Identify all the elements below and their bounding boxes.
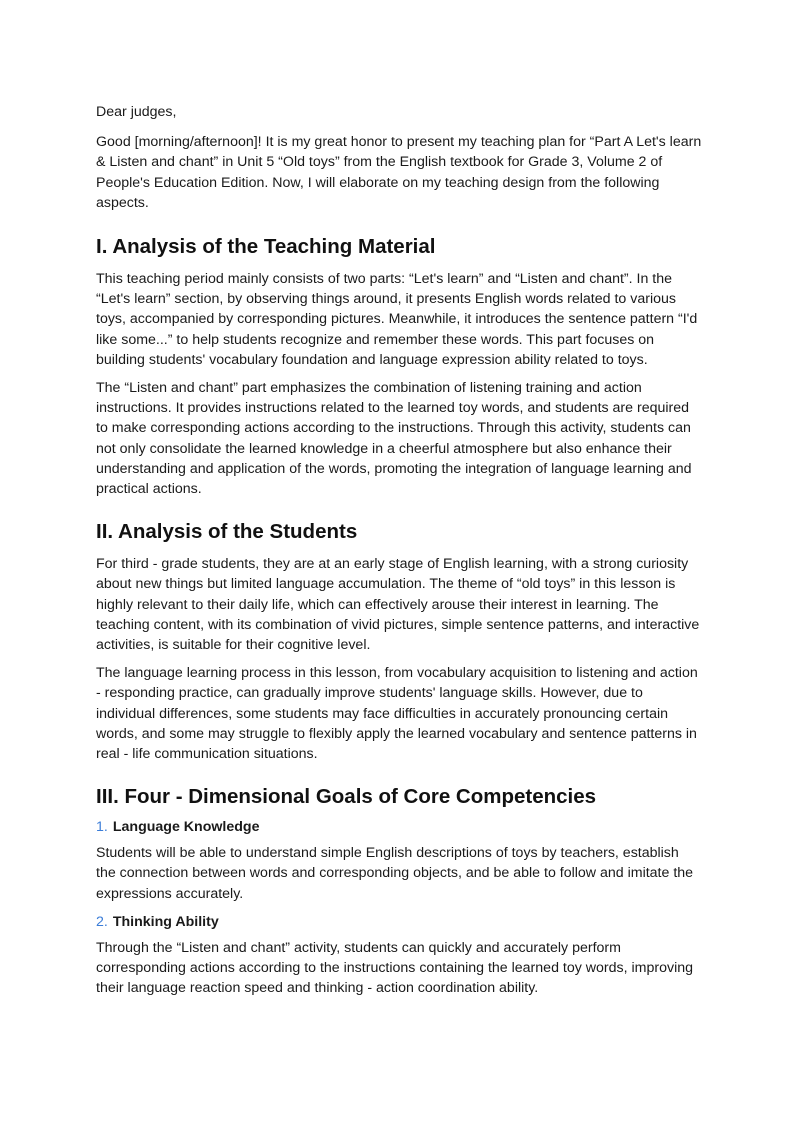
salutation: Dear judges, <box>96 104 177 120</box>
students-paragraph-1: For third - grade students, they are at an early stage of English learning, with a strong curiosity about new things but limited language accumulation. The theme of “old toys” in this lesson is highly relevant to their daily life, which can effectively arouse their interest in learning. The teaching content, with its combination of vivid pictures, simple sentence patterns, and interactive activities, is suitable for their cognitive level. <box>96 556 700 654</box>
subsection-heading-thinking-ability <box>96 912 702 932</box>
section-heading-teaching-material: I. Analysis of the Teaching Material <box>96 235 436 259</box>
section-heading-students: II. Analysis of the Students <box>96 520 358 544</box>
subsection-title: Language Knowledge <box>112 819 260 836</box>
teaching-material-paragraph-1: This teaching period mainly consists of two parts: “Let's learn” and “Listen and chant”. In the “Let's learn” section, by observing things around, it presents English words related to various toys, accompanied by corresponding pictures. Meanwhile, it introduces the sentence pattern “I'd like some...” to help students recognize and remember these words. This part focuses on building students' vocabulary foundation and language expression ability related to toys. <box>96 271 698 368</box>
thinking-ability-paragraph: Through the “Listen and chant” activity, students can quickly and accurately perform corresponding actions according to the instructions containing the learned toy words, improving their language reaction speed and thinking - action coordination ability. <box>96 939 693 997</box>
teaching-material-paragraph-2: The “Listen and chant” part emphasizes the combination of listening training and action instructions. It provides instructions related to the learned toy words, and students are required to make corresponding actions according to the instructions. Through this activity, students can not only consolidate the learned knowledge in a cheerful atmosphere but also enhance their understanding and application of the words, promoting the integration of language learning and practical actions. <box>96 380 692 498</box>
list-number: 1. <box>96 819 108 836</box>
section-heading-core-competencies: III. Four - Dimensional Goals of Core Competencies <box>96 785 597 809</box>
intro-paragraph: Good [morning/afternoon]! It is my great honor to present my teaching plan for “Part A Let's learn & Listen and chant” in Unit 5 “Old toys” from the English textbook for Grade 3, Volume 2 of People's Education Edition. Now, I will elaborate on my teaching design from the following aspects. <box>96 134 702 211</box>
language-knowledge-paragraph: Students will be able to understand simple English descriptions of toys by teachers, establish the connection between words and corresponding objects, and be able to follow and imitate the expressions accurately. <box>96 845 694 902</box>
list-number: 2. <box>96 913 108 930</box>
students-paragraph-2: The language learning process in this lesson, from vocabulary acquisition to listening and action - responding practice, can gradually improve students' language skills. However, due to individual differences, some students may face difficulties in accurately pronouncing certain words, and some may struggle to flexibly apply the learned vocabulary and sentence patterns in real - life communication situations. <box>96 665 698 763</box>
subsection-heading-language-knowledge <box>96 817 702 837</box>
subsection-title: Thinking Ability <box>112 913 219 930</box>
document-page <box>96 102 702 999</box>
